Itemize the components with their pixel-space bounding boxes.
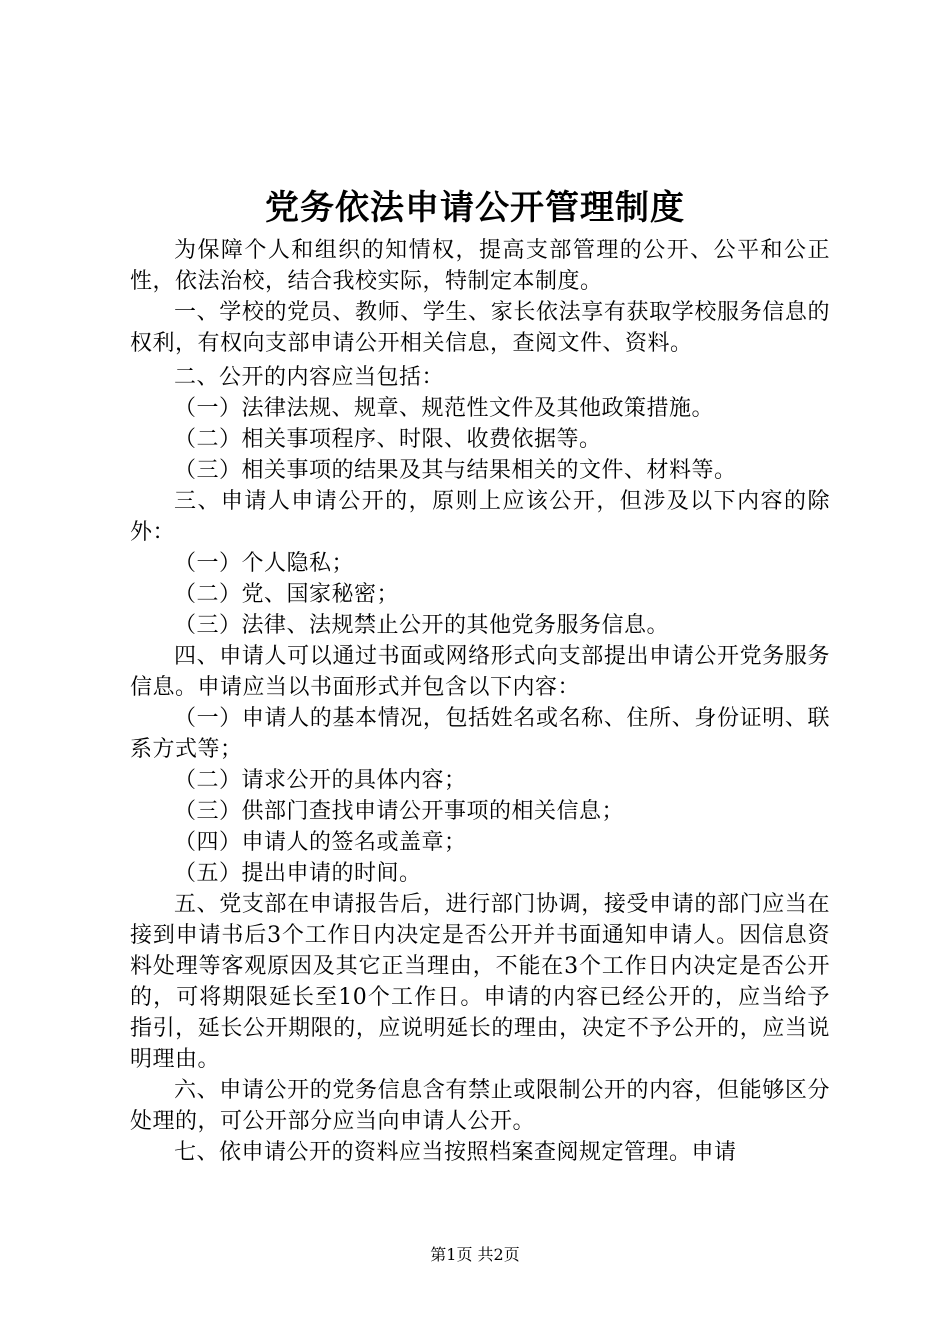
document-title: 党务依法申请公开管理制度 <box>265 188 685 228</box>
paragraph-intro: 为保障个人和组织的知情权，提高支部管理的公开、公平和公正性，依法治校，结合我校实际，特制定本制度。 <box>130 238 830 294</box>
list-item-4-2: （二）请求公开的具体内容； <box>174 768 467 793</box>
paragraph-section-6: 六、申请公开的党务信息含有禁止或限制公开的内容，但能够区分处理的，可公开部分应当向申请人公开。 <box>130 1078 830 1134</box>
list-item-4-3: （三）供部门查找申请公开事项的相关信息； <box>174 799 625 824</box>
list-item-4-1: （一）申请人的基本情况，包括姓名或名称、住所、身份证明、联系方式等； <box>130 706 830 762</box>
paragraph-section-4: 四、申请人可以通过书面或网络形式向支部提出申请公开党务服务信息。申请应当以书面形式并包含以下内容： <box>130 644 830 700</box>
document-body <box>130 235 830 1168</box>
list-item-2-1: （一）法律法规、规章、规范性文件及其他政策措施。 <box>174 396 715 421</box>
list-item-3-3: （三）法律、法规禁止公开的其他党务服务信息。 <box>174 613 670 638</box>
list-item-2-3: （三）相关事项的结果及其与结果相关的文件、材料等。 <box>174 458 737 483</box>
paragraph-section-1: 一、学校的党员、教师、学生、家长依法享有获取学校服务信息的权利，有权向支部申请公开相关信息，查阅文件、资料。 <box>130 300 830 356</box>
list-item-3-2: （二）党、国家秘密； <box>174 582 400 607</box>
paragraph-section-3: 三、申请人申请公开的，原则上应该公开，但涉及以下内容的除外： <box>130 489 830 545</box>
paragraph-section-5: 五、党支部在申请报告后，进行部门协调，接受申请的部门应当在接到申请书后3个工作日内决定是否公开并书面通知申请人。因信息资料处理等客观原因及其它正当理由，不能在3个工作日内决定是否公开的，可将期限延长至10个工作日。申请的内容已经公开的，应当给予指引，延长公开期限的，应说明延长的理由，决定不予公开的，应当说明理由。 <box>130 892 830 1072</box>
list-item-4-4: （四）申请人的签名或盖章； <box>174 830 467 855</box>
list-item-3-1: （一）个人隐私； <box>174 551 355 576</box>
paragraph-section-2: 二、公开的内容应当包括： <box>174 365 445 390</box>
list-item-4-5: （五）提出申请的时间。 <box>174 861 422 886</box>
paragraph-section-7: 七、依申请公开的资料应当按照档案查阅规定管理。申请 <box>174 1140 737 1165</box>
page-number: 第1页 共2页 <box>430 1245 520 1264</box>
list-item-2-2: （二）相关事项程序、时限、收费依据等。 <box>174 427 602 452</box>
